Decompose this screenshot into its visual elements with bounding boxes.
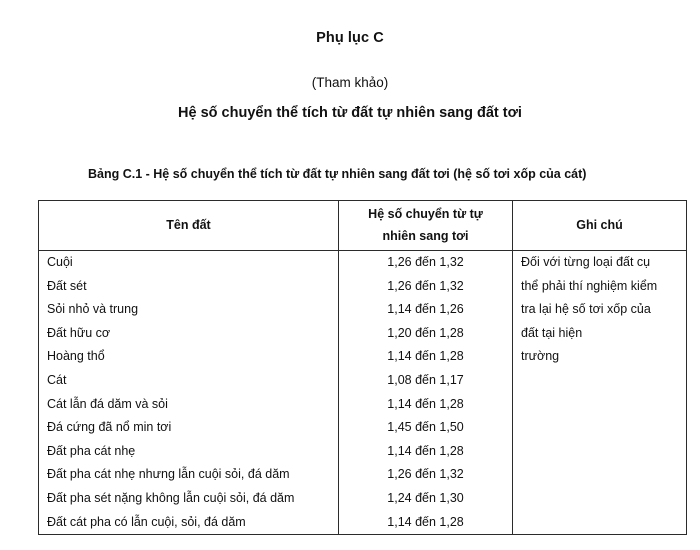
cell-note [513,440,687,464]
column-header-coefficient [339,201,513,251]
cell-note [513,393,687,417]
table-row [39,487,687,511]
cell-soil-name: Sỏi nhỏ và trung [39,298,339,322]
table-container [38,200,686,535]
cell-soil-name: Đất pha cát nhẹ [39,440,339,464]
cell-coefficient: 1,20 đến 1,28 [339,322,513,346]
cell-soil-name: Đất sét [39,275,339,299]
document-subtitle: Hệ số chuyển thể tích từ đất tự nhiên sang đất tơi [178,104,522,121]
column-header-coefficient-line1: Hệ số chuyển từ tự [368,206,483,221]
cell-note: tra lại hệ số tơi xốp của [521,302,651,317]
cell-soil-name: Đất hữu cơ [39,322,339,346]
cell-coefficient: 1,14 đến 1,28 [339,440,513,464]
cell-note: trường [521,349,560,364]
reference-note: (Tham khảo) [311,75,389,91]
cell-coefficient: 1,45 đến 1,50 [339,416,513,440]
cell-soil-name: Cuội [39,251,339,275]
table-caption: Bảng C.1 - Hệ số chuyển thể tích từ đất tự nhiên sang đất tơi (hệ số tơi xốp của cát) [88,166,587,181]
table-body [39,251,687,535]
table-row [39,440,687,464]
cell-note [513,487,687,511]
cell-note [513,511,687,535]
cell-coefficient: 1,14 đến 1,28 [339,511,513,535]
document-heading [0,0,700,122]
cell-note: Đối với từng loại đất cụ [521,255,651,269]
table-row [39,322,687,346]
cell-coefficient: 1,14 đến 1,26 [339,298,513,322]
table-row [39,463,687,487]
cell-coefficient: 1,08 đến 1,17 [339,369,513,393]
cell-soil-name: Cát [39,369,339,393]
cell-coefficient: 1,26 đến 1,32 [339,463,513,487]
cell-coefficient: 1,26 đến 1,32 [339,275,513,299]
table-row [39,393,687,417]
table-row [39,298,687,322]
cell-soil-name: Cát lẫn đá dăm và sỏi [39,393,339,417]
cell-note [513,416,687,440]
table-row [39,416,687,440]
soil-conversion-table [38,200,687,535]
cell-soil-name: Đất cát pha có lẫn cuội, sỏi, đá dăm [39,511,339,535]
cell-soil-name: Đất pha sét nặng không lẫn cuội sỏi, đá dăm [39,487,339,511]
cell-coefficient: 1,14 đến 1,28 [339,345,513,369]
column-header-note: Ghi chú [513,201,687,251]
table-row [39,275,687,299]
cell-note [513,463,687,487]
cell-note [513,369,687,393]
table-header [39,201,687,251]
cell-coefficient: 1,26 đến 1,32 [339,251,513,275]
table-row [39,345,687,369]
table-row [39,511,687,535]
cell-coefficient: 1,24 đến 1,30 [339,487,513,511]
appendix-title: Phụ lục C [316,30,384,46]
column-header-coefficient-line2: nhiên sang tơi [382,228,469,243]
table-row [39,251,687,275]
table-row [39,369,687,393]
cell-note: thể phải thí nghiệm kiểm [521,278,658,293]
cell-note: đất tại hiện [521,325,583,340]
cell-soil-name: Đá cứng đã nổ min tơi [39,416,339,440]
column-header-soil-name: Tên đất [39,201,339,251]
cell-soil-name: Hoàng thổ [39,345,339,369]
table-header-row [39,201,687,251]
cell-coefficient: 1,14 đến 1,28 [339,393,513,417]
cell-soil-name: Đất pha cát nhẹ nhưng lẫn cuội sỏi, đá dăm [39,463,339,487]
